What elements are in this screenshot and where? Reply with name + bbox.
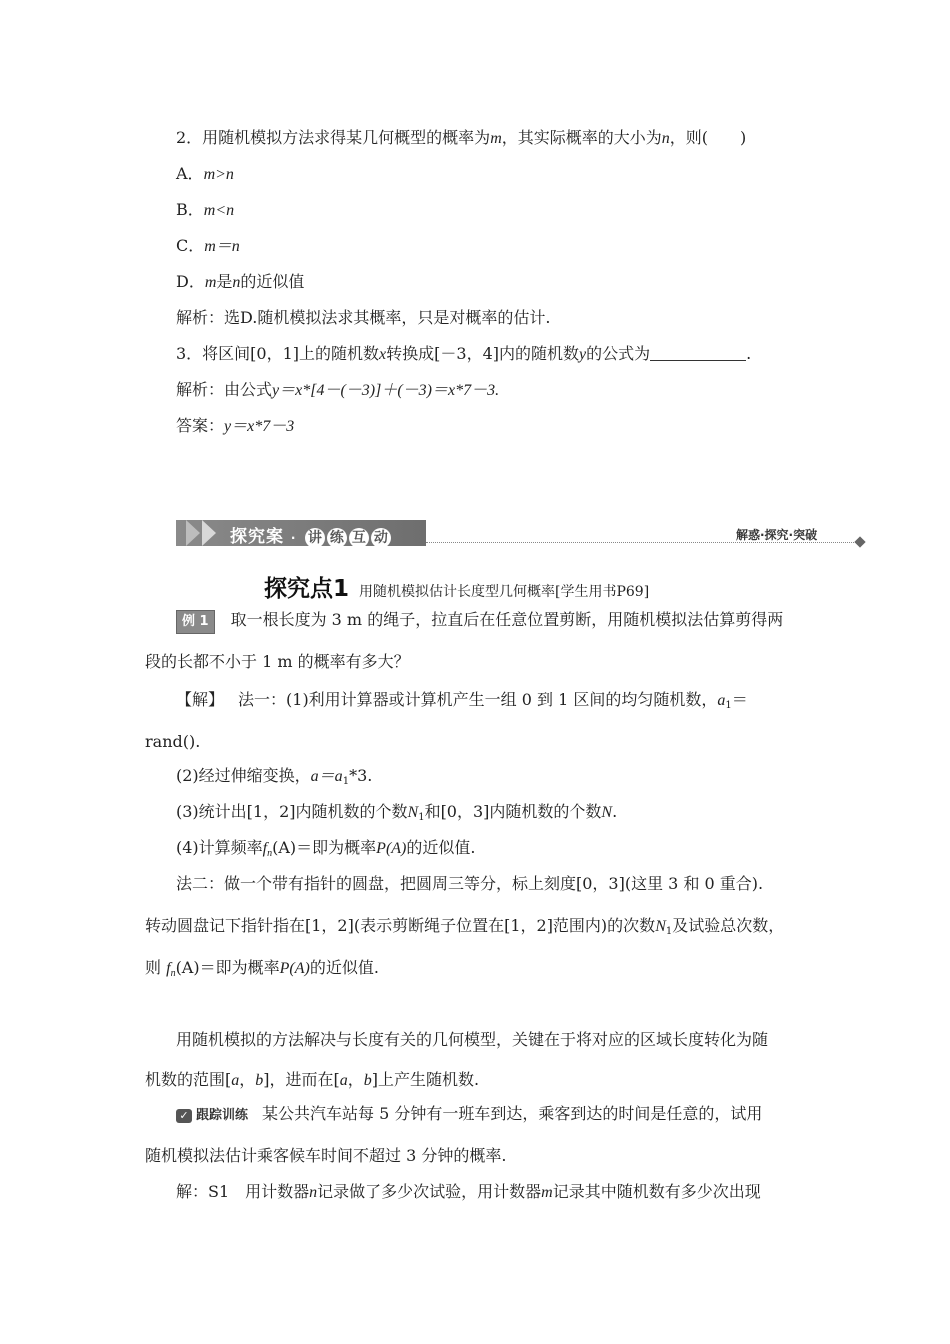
example-tag: 例 1 (176, 610, 215, 634)
var-n1: N (655, 918, 666, 935)
diamond-icon (854, 536, 865, 547)
formula: a＝a (310, 768, 343, 785)
solution-text: (4)计算频率 (176, 838, 263, 857)
analysis-formula: y＝x*[4－(－3)]＋(－3)＝x*7－3. (272, 382, 500, 399)
option-label: D． (176, 272, 205, 291)
q3-answer (176, 416, 294, 437)
chevron-icon (186, 520, 200, 546)
follow-line-2: 随机模拟法估计乘客候车时间不超过 3 分钟的概率. (145, 1146, 507, 1165)
subscript: 1 (418, 812, 425, 823)
solution-text: 转动圆盘记下指针指在[1，2](表示剪断绳子位置在[1，2]范围内)的次数 (145, 916, 656, 935)
solution-text: (A)＝即为概率 (175, 958, 280, 977)
solution-line-2: rand(). (145, 732, 201, 751)
q3-stem-text: 的公式为 (586, 344, 651, 363)
var-f: f (262, 840, 268, 857)
follow-solution-text: 解：S1 用计数器 (176, 1182, 310, 1201)
summary-line-2 (145, 1070, 479, 1091)
solution-text: *3. (349, 766, 373, 785)
formula: P(A) (376, 840, 407, 857)
var-b: b (255, 1072, 264, 1089)
solution-method-2-line-1: 法二：做一个带有指针的圆盘，把圆周三等分，标上刻度[0，3](这里 3 和 0 重合). (176, 874, 764, 893)
follow-line-1 (176, 1104, 762, 1126)
var-a: a (717, 692, 726, 709)
solution-text: (2)经过伸缩变换， (176, 766, 311, 785)
q3-stem (176, 344, 751, 365)
option-label: C． (176, 236, 205, 255)
summary-line-1: 用随机模拟的方法解决与长度有关的几何模型，关键在于将对应的区域长度转化为随 (176, 1030, 769, 1049)
q2-analysis: 解析：选D.随机模拟法求其概率，只是对概率的估计. (176, 308, 551, 327)
var-f: f (166, 960, 171, 977)
var-b: b (363, 1072, 372, 1089)
answer-label: 答案： (176, 416, 225, 435)
q2-stem-text: 2．用随机模拟方法求得某几何概型的概率为 (176, 128, 491, 147)
var-y: y (579, 346, 587, 363)
q2-stem-text: ，其实际概率的大小为 (501, 128, 662, 147)
option-label: A． (176, 164, 204, 183)
banner-char: 讲 (305, 528, 325, 548)
subscript: 1 (725, 700, 732, 711)
banner-subtitle: 解惑·探究·突破 (736, 528, 818, 542)
answer-text: y＝x*7－3 (224, 418, 295, 435)
follow-text: 某公共汽车站每 5 分钟有一班车到达，乘客到达的时间是任意的，试用 (262, 1104, 763, 1123)
var-n: N (601, 804, 613, 821)
banner-char: 练 (327, 528, 347, 548)
subscript: 1 (342, 776, 350, 787)
solution-text: 的近似值. (406, 838, 476, 857)
solution-step-3 (176, 802, 617, 828)
var-m: m (490, 130, 502, 147)
formula: P(A) (279, 960, 310, 977)
banner-title-text: 探究案 (230, 527, 284, 547)
q2-option-c (176, 236, 240, 257)
q3-stem-text: 转换成[－3，4]内的随机数 (386, 344, 579, 363)
subscript: 1 (665, 926, 673, 937)
q2-option-b (176, 200, 234, 221)
option-label: B． (176, 200, 204, 219)
banner-title (230, 522, 391, 548)
var-m: m (541, 1184, 553, 1201)
solution-label: 【解】 (176, 690, 225, 709)
q2-stem (176, 128, 746, 149)
solution-text: ＝ (731, 690, 748, 709)
follow-label (176, 1106, 248, 1126)
section-title: 探究点1 (264, 576, 350, 602)
var-x: x (379, 346, 387, 363)
solution-text: 的近似值. (309, 958, 379, 977)
solution-text: 法一：(1)利用计算器或计算机产生一组 0 到 1 区间的均匀随机数， (238, 690, 718, 709)
option-text: m>n (203, 166, 234, 183)
check-icon: ✓ (176, 1109, 192, 1123)
option-text: 是 (216, 272, 233, 291)
option-text: m＝n (204, 238, 240, 255)
summary-text: ， (239, 1070, 256, 1089)
q2-stem-text: ，则( ) (669, 128, 747, 147)
summary-text: ]，进而在[ (263, 1070, 340, 1089)
summary-text: 机数的范围[ (145, 1070, 232, 1089)
var-n: n (232, 274, 241, 291)
follow-solution-text: 记录做了多少次试验，用计数器 (317, 1182, 542, 1201)
banner-dot: · (290, 531, 297, 545)
option-text: 的近似值 (240, 272, 305, 291)
example-text: 取一根长度为 3 m 的绳子，拉直后在任意位置剪断，用随机模拟法估算剪得两 (230, 610, 784, 629)
analysis-label: 解析：由公式 (176, 380, 273, 399)
var-n1: N (407, 804, 419, 821)
solution-text: (A)＝即为概率 (272, 838, 377, 857)
var-n: n (661, 130, 670, 147)
follow-solution-text: 记录其中随机数有多少次出现 (552, 1182, 761, 1201)
chevron-icon (202, 520, 216, 546)
section-heading (264, 570, 649, 603)
summary-text: ]上产生随机数. (371, 1070, 480, 1089)
var-n: n (309, 1184, 318, 1201)
banner-char: 互 (349, 528, 369, 548)
example-line-2: 段的长都不小于 1 m 的概率有多大？ (145, 652, 410, 671)
solution-method-2-line-3 (145, 958, 379, 984)
follow-solution (176, 1182, 761, 1203)
solution-step-2 (176, 766, 372, 792)
banner-char: 动 (371, 528, 391, 548)
solution-text: . (612, 802, 618, 821)
solution-line-1 (176, 690, 748, 716)
solution-text: 和[0，3]内随机数的个数 (424, 802, 602, 821)
q3-stem-text: . (746, 344, 752, 363)
subscript: n (267, 848, 273, 859)
var-m: m (204, 274, 217, 291)
section-subtitle: 用随机模拟估计长度型几何概率[学生用书P69] (359, 584, 650, 600)
q2-option-d (176, 272, 304, 293)
follow-label-text: 跟踪训练 (196, 1108, 249, 1123)
answer-blank (650, 346, 746, 361)
summary-text: ， (347, 1070, 364, 1089)
q3-stem-text: 3．将区间[0，1]上的随机数 (176, 344, 380, 363)
example-line-1 (176, 610, 783, 634)
solution-method-2-line-2 (145, 916, 784, 942)
section-banner (176, 518, 866, 550)
q2-option-a (176, 164, 234, 185)
solution-step-4 (176, 838, 475, 864)
solution-text: 则 (145, 958, 162, 977)
option-text: m<n (203, 202, 235, 219)
q3-analysis (176, 380, 499, 401)
var-a: a (231, 1072, 240, 1089)
var-a: a (339, 1072, 348, 1089)
solution-text: (3)统计出[1，2]内随机数的个数 (176, 802, 408, 821)
subscript: n (170, 968, 176, 979)
solution-text: 及试验总次数， (672, 916, 785, 935)
